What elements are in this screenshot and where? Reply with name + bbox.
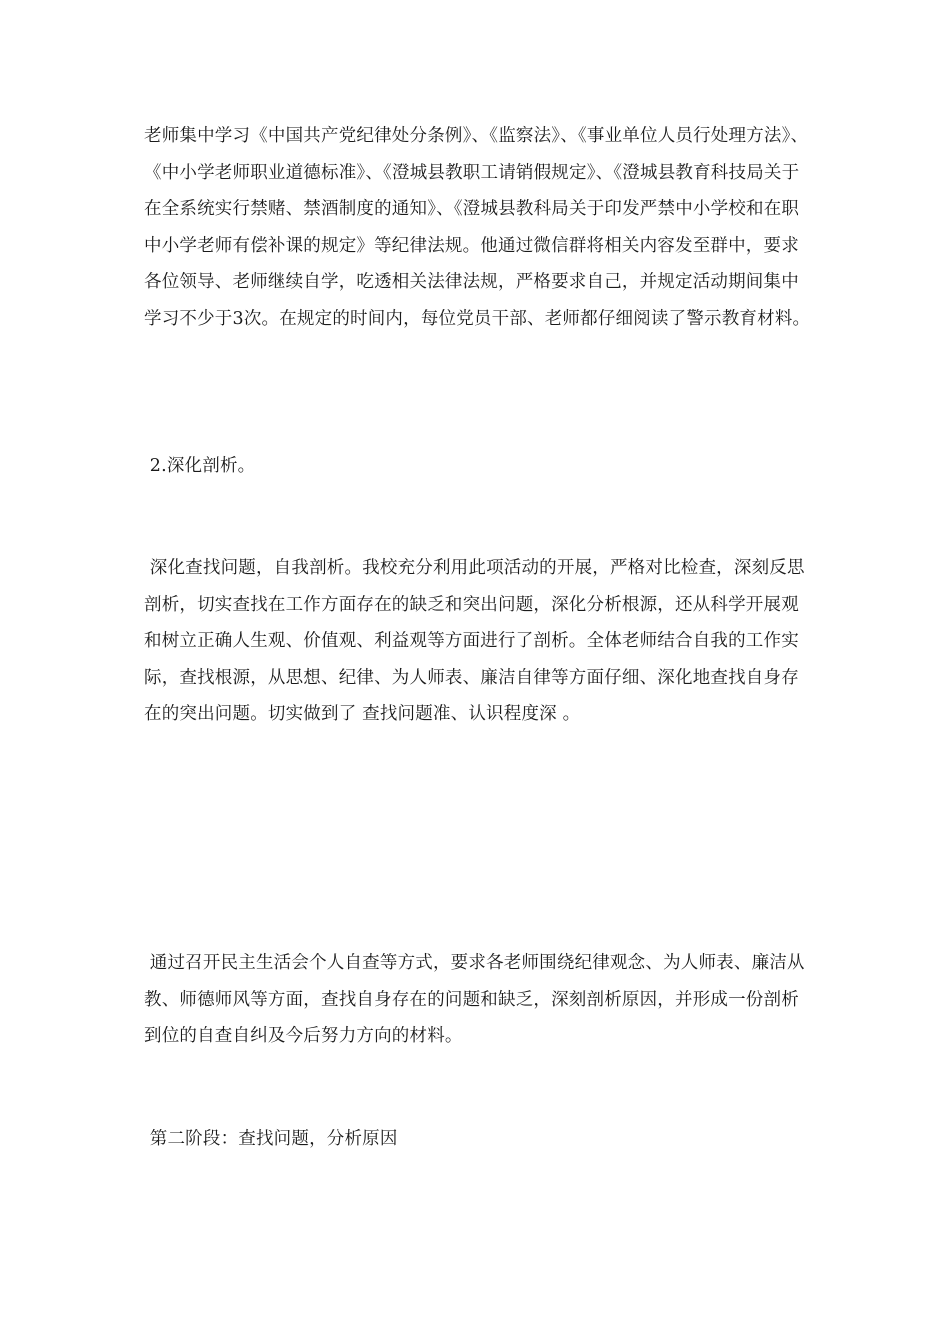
section-heading-stage-two: 第二阶段：查找问题，分析原因	[144, 1129, 398, 1149]
body-paragraph-self-analysis: 深化查找问题，自我剖析。我校充分利用此项活动的开展，严格对比检查，深刻反思剖析，切实查找在工作方面存在的缺乏和突出问题，深化分析根源，还从科学开展观和树立正确人生观、价值观、利益观等方面进行了剖析。全体老师结合自我的工作实际，查找根源，从思想、纪律、为人师表、廉洁自律等方面仔细、深化地查找自身存在的突出问题。切实做到了 查找问题准、认识程度深 。	[144, 558, 805, 724]
body-paragraph-study: 老师集中学习《中国共产党纪律处分条例》、《监察法》、《事业单位人员行处理方法》、《中小学老师职业道德标准》、《澄城县教职工请销假规定》、《澄城县教育科技局关于在全系统实行禁赌、禁酒制度的通知》、《澄城县教科局关于印发严禁中小学校和在职中小学老师有偿补课的规定》等纪律法规。他通过微信群将相关内容发至群中，要求各位领导、老师继续自学，吃透相关法律法规，严格要求自己，并规定活动期间集中学习不少于3次。在规定的时间内，每位党员干部、老师都仔细阅读了警示教育材料。	[144, 126, 811, 329]
body-paragraph-self-check: 通过召开民主生活会个人自查等方式，要求各老师围绕纪律观念、为人师表、廉洁从教、师德师风等方面，查找自身存在的问题和缺乏，深刻剖析原因，并形成一份剖析到位的自查自纠及今后努力方向的材料。	[144, 953, 805, 1046]
section-heading-deep-analysis: 2.深化剖析。	[144, 456, 256, 476]
